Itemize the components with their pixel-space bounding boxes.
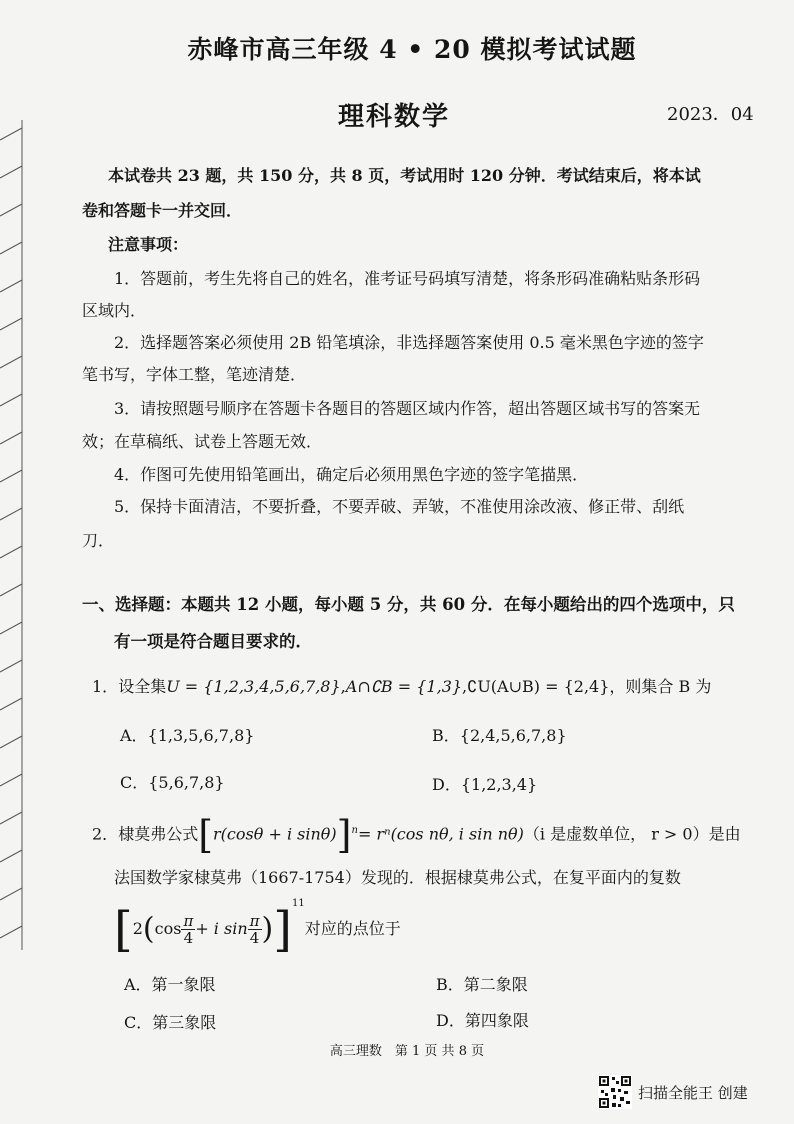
question-2-exp-11: 11: [291, 898, 305, 909]
notice-5b: 刀．: [82, 531, 115, 550]
question-1-cond-2: ∁U(A∪B) = {2,4}: [467, 677, 610, 696]
question-2-expr-coef: 2: [132, 919, 143, 938]
question-1: 1．设全集U = {1,2,3,4,5,6,7,8},A∩∁B = {1,3},∁U(A∪B) = {2,4}，则集合 B 为: [92, 677, 712, 696]
notice-3a: 3．请按照题号顺序在答题卡各题目的答题区域内作答，超出答题区域书写的答案无: [114, 399, 701, 418]
question-2: 2．棣莫弗公式[r(cosθ + i sinθ)]$^n$= rⁿ(cos nθ, i sin nθ)（i 是虚数单位， r > 0）是由: [92, 813, 741, 857]
intro-line-1: 本试卷共 23 题，共 150 分，共 8 页，考试用时 120 分钟．考试结束后，将本试: [108, 166, 701, 185]
notice-2b: 笔书写，字体工整，笔迹清楚．: [82, 365, 307, 384]
notice-1b: 区域内．: [82, 301, 147, 320]
intro-line-2: 卷和答题卡一并交回．: [82, 201, 243, 220]
question-2-option-a: A．第一象限: [124, 975, 216, 994]
exam-subtitle: 理科数学: [338, 102, 451, 132]
question-2-note: （i 是虚数单位， r > 0）是由: [523, 824, 741, 844]
scanner-watermark-text: 扫描全能王 创建: [638, 1083, 748, 1102]
exam-title: 赤峰市高三年级 4 • 20 模拟考试试题: [187, 35, 637, 64]
question-2-lead: 棣莫弗公式: [118, 824, 199, 844]
qr-code-icon: [598, 1075, 632, 1109]
question-2-tail: 对应的点位于: [304, 919, 401, 938]
question-2-frac-2: $\frac{\pi}{4}$: [249, 911, 260, 947]
scanner-watermark: [598, 1075, 748, 1109]
notice-title: 注意事项：: [108, 235, 189, 254]
question-2-number: 2．: [92, 824, 119, 844]
question-2-expression: [2(cos $\frac{\pi}{4}$ + i sin $\frac{\pi}{4}$ )]$^{11}$对应的点位于: [114, 898, 401, 958]
question-2-expr-cos: cos: [154, 919, 182, 938]
notice-5a: 5．保持卡面清洁，不要折叠，不要弄破、弄皱，不准使用涂改液、修正带、刮纸: [114, 497, 685, 516]
question-1-option-a: A．{1,3,5,6,7,8}: [120, 726, 255, 745]
question-2-exp-n: n: [351, 825, 358, 837]
question-1-set-u: U = {1,2,3,4,5,6,7,8}: [166, 677, 341, 696]
question-2-line-2: 法国数学家棣莫弗（1667-1754）发现的．根据棣莫弗公式，在复平面内的复数: [114, 868, 681, 887]
question-2-formula-right: = rⁿ(cos nθ, i sin nθ): [357, 824, 524, 844]
section-1-heading: 一、选择题：本题共 12 小题，每小题 5 分，共 60 分．在每小题给出的四个选项中，只: [82, 595, 735, 614]
question-1-lead: 设全集: [118, 677, 167, 696]
notice-3b: 效；在草稿纸、试卷上答题无效．: [82, 432, 323, 451]
page-footer: 高三理数 第 1 页 共 8 页: [329, 1044, 485, 1059]
exam-date: 2023．04: [667, 104, 754, 125]
section-1-heading-cont: 有一项是符合题目要求的．: [114, 632, 312, 651]
question-1-option-b: B．{2,4,5,6,7,8}: [432, 726, 567, 745]
question-1-number: 1．: [92, 677, 119, 696]
binding-edge-marks: [0, 120, 28, 950]
question-1-tail: ，则集合 B 为: [609, 677, 712, 696]
question-2-option-b: B．第二象限: [436, 975, 528, 994]
notice-2a: 2．选择题答案必须使用 2B 铅笔填涂，非选择题答案使用 0.5 毫米黑色字迹的签字: [114, 333, 704, 352]
question-1-cond-1: A∩∁B = {1,3}: [345, 677, 463, 696]
notice-1a: 1．答题前，考生先将自己的姓名，准考证号码填写清楚，将条形码准确粘贴条形码: [114, 269, 701, 288]
question-1-option-d: D．{1,2,3,4}: [432, 775, 538, 794]
question-2-option-d: D．第四象限: [436, 1011, 529, 1030]
question-2-expr-isin: + i sin: [195, 919, 248, 938]
question-2-option-c: C．第三象限: [124, 1013, 217, 1032]
notice-4: 4．作图可先使用铅笔画出，确定后必须用黑色字迹的签字笔描黑．: [114, 465, 589, 484]
question-1-option-c: C．{5,6,7,8}: [120, 773, 225, 792]
question-2-frac-1: $\frac{\pi}{4}$: [183, 911, 194, 947]
question-2-formula-left: r(cosθ + i sinθ): [213, 824, 337, 844]
